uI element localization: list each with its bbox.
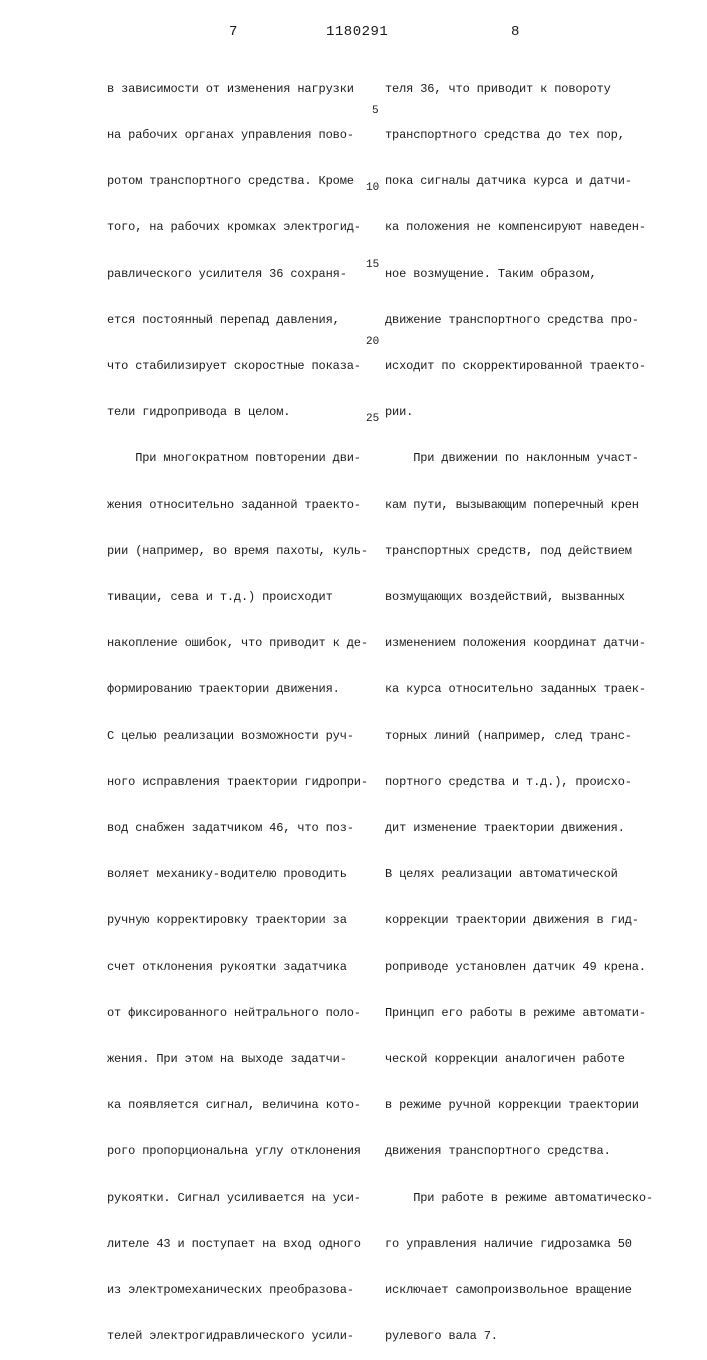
text-line: рии (например, во время пахоты, куль-: [107, 544, 365, 559]
text-line: При многократном повторении дви-: [107, 451, 365, 466]
text-line: формированию траектории движения.: [107, 682, 365, 697]
text-line: в зависимости от изменения нагрузки: [107, 82, 365, 97]
text-line: дит изменение траектории движения.: [385, 821, 643, 836]
text-line: изменением положения координат датчи-: [385, 636, 643, 651]
text-line: рулевого вала 7.: [385, 1329, 643, 1344]
text-line: ного исправления траектории гидропри-: [107, 775, 365, 790]
text-line: равлического усилителя 36 сохраня-: [107, 267, 365, 282]
text-line: С целью реализации возможности руч-: [107, 729, 365, 744]
text-line: При работе в режиме автоматическо-: [385, 1191, 643, 1206]
text-line: исключает самопроизвольное вращение: [385, 1283, 643, 1298]
text-line: счет отклонения рукоятки задатчика: [107, 960, 365, 975]
text-line: из электромеханических преобразова-: [107, 1283, 365, 1298]
text-line: При движении по наклонным участ-: [385, 451, 643, 466]
text-line: коррекции траектории движения в гид-: [385, 913, 643, 928]
text-line: теля 36, что приводит к повороту: [385, 82, 643, 97]
text-line: ное возмущение. Таким образом,: [385, 267, 643, 282]
page-number-left: 7: [229, 24, 237, 40]
right-column: [385, 51, 643, 1360]
line-number: 5: [372, 105, 379, 117]
text-line: движение транспортного средства про-: [385, 313, 643, 328]
text-line: Принцип его работы в режиме автомати-: [385, 1006, 643, 1021]
text-line: лителе 43 и поступает на вход одного: [107, 1237, 365, 1252]
left-column: [107, 51, 365, 1360]
text-line: ка курса относительно заданных траек-: [385, 682, 643, 697]
text-line: пока сигналы датчика курса и датчи-: [385, 174, 643, 189]
text-line: кам пути, вызывающим поперечный крен: [385, 498, 643, 513]
text-line: рого пропорциональна углу отклонения: [107, 1144, 365, 1159]
text-line: вод снабжен задатчиком 46, что поз-: [107, 821, 365, 836]
text-line: воляет механику-водителю проводить: [107, 867, 365, 882]
text-line: на рабочих органах управления пово-: [107, 128, 365, 143]
text-line: ротом транспортного средства. Кроме: [107, 174, 365, 189]
text-line: накопление ошибок, что приводит к де-: [107, 636, 365, 651]
patent-number: 1180291: [326, 24, 386, 40]
text-line: ческой коррекции аналогичен работе: [385, 1052, 643, 1067]
text-line: исходит по скорректированной траекто-: [385, 359, 643, 374]
text-line: В целях реализации автоматической: [385, 867, 643, 882]
page-number-right: 8: [511, 24, 519, 40]
text-line: движения транспортного средства.: [385, 1144, 643, 1159]
text-line: рии.: [385, 405, 643, 420]
line-number: 15: [366, 259, 379, 271]
text-line: того, на рабочих кромках электрогид-: [107, 220, 365, 235]
text-line: транспортных средств, под действием: [385, 544, 643, 559]
line-number: 10: [366, 182, 379, 194]
text-line: рукоятки. Сигнал усиливается на уси-: [107, 1191, 365, 1206]
text-line: жения. При этом на выходе задатчи-: [107, 1052, 365, 1067]
text-line: портного средства и т.д.), происхо-: [385, 775, 643, 790]
text-line: от фиксированного нейтрального поло-: [107, 1006, 365, 1021]
text-line: ется постоянный перепад давления,: [107, 313, 365, 328]
text-line: го управления наличие гидрозамка 50: [385, 1237, 643, 1252]
text-line: ручную корректировку траектории за: [107, 913, 365, 928]
text-line: жения относительно заданной траекто-: [107, 498, 365, 513]
text-line: ка появляется сигнал, величина кото-: [107, 1098, 365, 1113]
text-line: возмущающих воздействий, вызванных: [385, 590, 643, 605]
text-line: в режиме ручной коррекции траектории: [385, 1098, 643, 1113]
text-line: тели гидропривода в целом.: [107, 405, 365, 420]
text-line: ка положения не компенсируют наведен-: [385, 220, 643, 235]
text-line: тивации, сева и т.д.) происходит: [107, 590, 365, 605]
line-number: 25: [366, 413, 379, 425]
line-number: 20: [366, 336, 379, 348]
text-line: телей электрогидравлического усили-: [107, 1329, 365, 1344]
text-line: роприводе установлен датчик 49 крена.: [385, 960, 643, 975]
text-line: транспортного средства до тех пор,: [385, 128, 643, 143]
text-line: что стабилизирует скоростные показа-: [107, 359, 365, 374]
text-line: торных линий (например, след транс-: [385, 729, 643, 744]
